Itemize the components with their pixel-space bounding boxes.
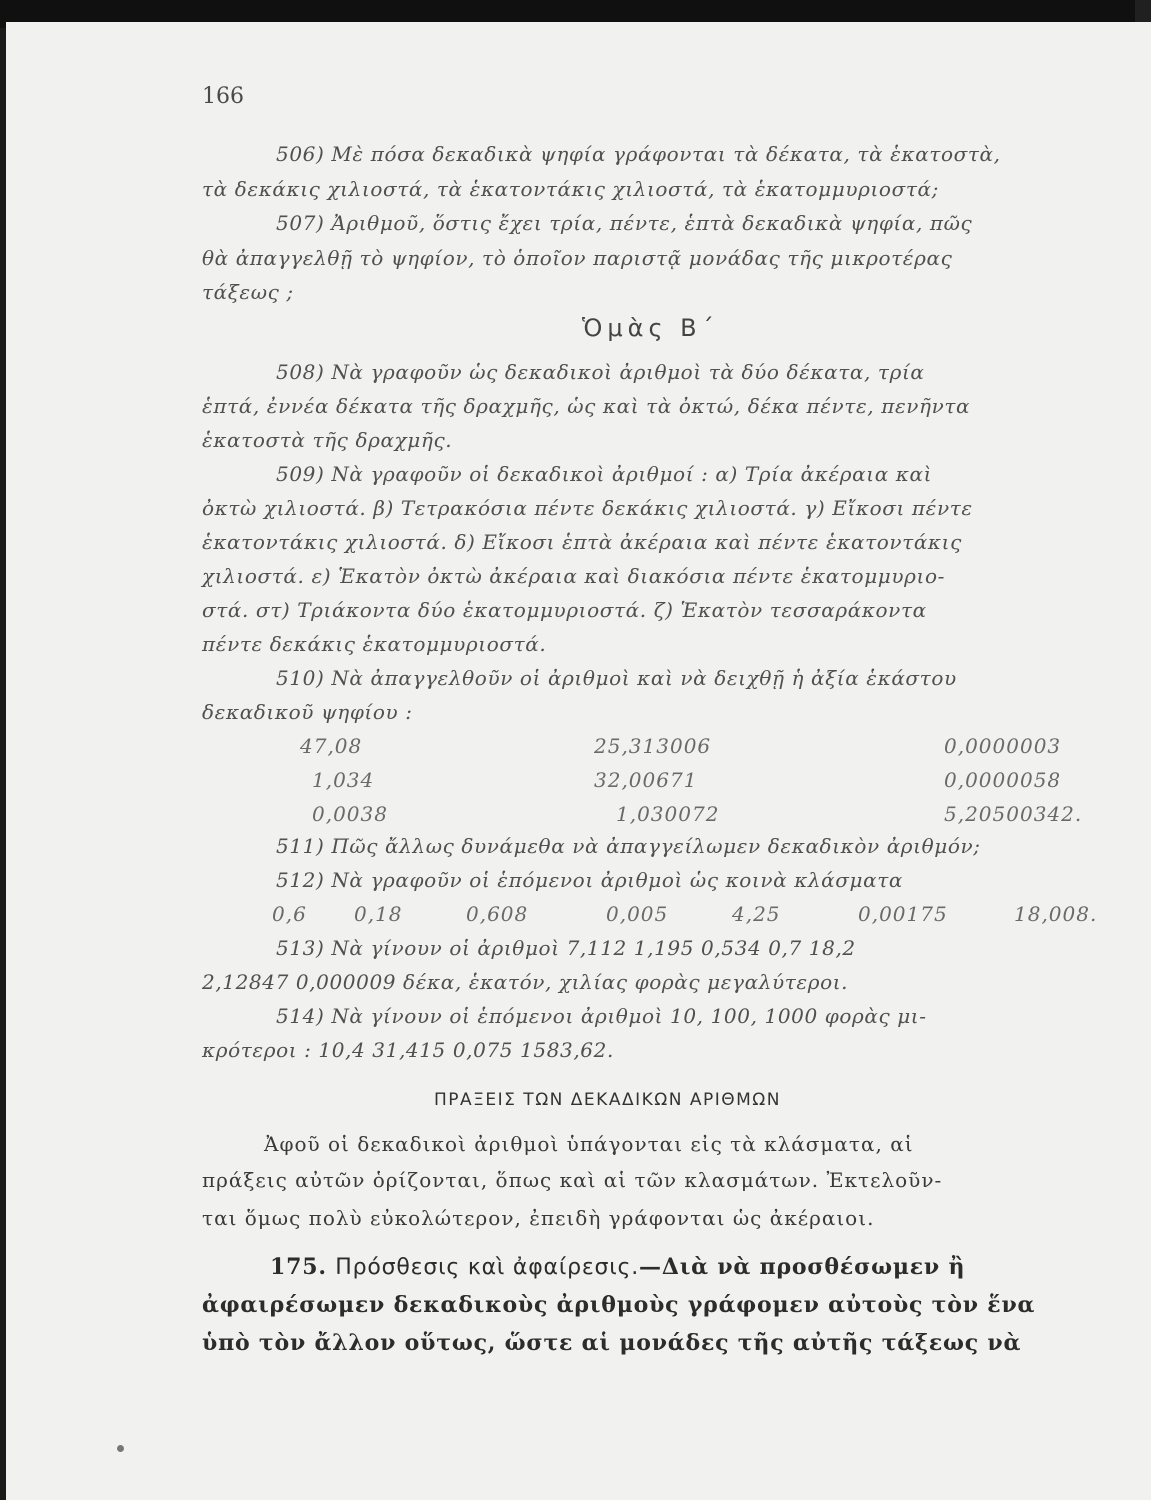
exercise-509-line-5: στά. στ) Τριάκοντα δύο ἑκατομμυριοστά. ζ) Ἑκατὸν τεσσαράκοντα <box>202 598 927 622</box>
number-cell: 0,00175 <box>858 902 948 926</box>
exercise-509-line-2: ὀκτὼ χιλιοστά. β) Τετρακόσια πέντε δεκάκις χιλιοστά. γ) Εἴκοσι πέντε <box>202 496 973 520</box>
exercise-509-line-4: χιλιοστά. ε) Ἑκατὸν ὀκτὼ ἀκέραια καὶ διακόσια πέντε ἑκατομμυριο- <box>202 564 945 588</box>
section-intro-line-2: πράξεις αὐτῶν ὁρίζονται, ὅπως καὶ αἱ τῶν κλασμάτων. Ἐκτελοῦν- <box>202 1168 943 1192</box>
paragraph-175-heading <box>270 1254 965 1280</box>
exercise-510-line-2: δεκαδικοῦ ψηφίου : <box>202 700 413 724</box>
exercise-508-line-2: ἑπτά, ἐννέα δέκατα τῆς δραχμῆς, ὡς καὶ τὰ ὀκτώ, δέκα πέντε, πενῆντα <box>202 394 971 418</box>
number-cell: 25,313006 <box>594 734 712 758</box>
number-cell: 32,00671 <box>594 768 698 792</box>
number-cell: 0,608 <box>466 902 529 926</box>
paragraph-number: 175. <box>270 1254 327 1280</box>
page-number: 166 <box>202 84 244 109</box>
exercise-511: 511) Πῶς ἄλλως δυνάμεθα νὰ ἀπαγγείλωμεν δεκαδικὸν ἀριθμόν; <box>276 834 981 858</box>
number-cell: 18,008. <box>1014 902 1098 926</box>
section-intro-line-1: Ἀφοῦ οἱ δεκαδικοὶ ἀριθμοὶ ὑπάγονται εἰς τὰ κλάσματα, αἱ <box>264 1132 914 1156</box>
exercise-509-line-1: 509) Νὰ γραφοῦν οἱ δεκαδικοὶ ἀριθμοί : α) Τρία ἀκέραια καὶ <box>276 462 933 486</box>
exercise-514-line-2: κρότεροι : 10,4 31,415 0,075 1583,62. <box>202 1038 614 1062</box>
number-cell: 47,08 <box>300 734 363 758</box>
number-cell: 1,034 <box>312 768 375 792</box>
paragraph-title: Πρόσθεσις καὶ ἀφαίρεσις. <box>335 1255 640 1280</box>
group-b-heading: Ὁμὰς Β΄ <box>582 314 719 342</box>
exercise-506-line-2: τὰ δεκάκις χιλιοστά, τὰ ἑκατοντάκις χιλιοστά, τὰ ἑκατομμυριοστά; <box>202 177 939 201</box>
paragraph-175-line-3: ὑπὸ τὸν ἄλλον οὕτως, ὥστε αἱ μονάδες τῆς αὐτῆς τάξεως νὰ <box>202 1330 1022 1356</box>
number-cell: 0,005 <box>606 902 669 926</box>
section-intro-line-3: ται ὅμως πολὺ εὐκολώτερον, ἐπειδὴ γράφονται ὡς ἀκέραιοι. <box>202 1206 875 1230</box>
number-cell: 0,6 <box>272 902 307 926</box>
number-cell: 5,20500342. <box>944 802 1083 826</box>
exercise-508-line-3: ἑκατοστὰ τῆς δραχμῆς. <box>202 428 453 452</box>
number-cell: 0,0000058 <box>944 768 1062 792</box>
number-cell: 0,0038 <box>312 802 388 826</box>
exercise-507-line-1: 507) Ἀριθμοῦ, ὅστις ἔχει τρία, πέντε, ἑπτὰ δεκαδικὰ ψηφία, πῶς <box>276 211 973 235</box>
number-cell: 0,0000003 <box>944 734 1062 758</box>
exercise-513-line-1: 513) Νὰ γίνουν οἱ ἀριθμοὶ 7,112 1,195 0,534 0,7 18,2 <box>276 936 856 960</box>
paragraph-175-line-2: ἀφαιρέσωμεν δεκαδικοὺς ἀριθμοὺς γράφομεν αὐτοὺς τὸν ἕνα <box>202 1292 1036 1318</box>
number-cell: 1,030072 <box>616 802 720 826</box>
exercise-513-line-2: 2,12847 0,000009 δέκα, ἑκατόν, χιλίας φορὰς μεγαλύτεροι. <box>202 970 849 994</box>
section-title: ΠΡΑΞΕΙΣ ΤΩΝ ΔΕΚΑΔΙΚΩΝ ΑΡΙΘΜΩΝ <box>434 1090 782 1110</box>
number-cell: 0,18 <box>354 902 403 926</box>
exercise-509-line-3: ἑκατοντάκις χιλιοστά. δ) Εἴκοσι ἑπτὰ ἀκέραια καὶ πέντε ἑκατοντάκις <box>202 530 962 554</box>
exercise-509-line-6: πέντε δεκάκις ἑκατομμυριοστά. <box>202 632 547 656</box>
exercise-510-line-1: 510) Νὰ ἀπαγγελθοῦν οἱ ἀριθμοὶ καὶ νὰ δειχθῇ ἡ ἀξία ἑκάστου <box>276 666 957 690</box>
exercise-507-line-2: θὰ ἀπαγγελθῇ τὸ ψηφίον, τὸ ὁποῖον παριστᾷ μονάδας τῆς μικροτέρας <box>202 246 953 270</box>
exercise-512: 512) Νὰ γραφοῦν οἱ ἑπόμενοι ἀριθμοὶ ὡς κοινὰ κλάσματα <box>276 868 904 892</box>
number-cell: 4,25 <box>732 902 781 926</box>
exercise-507-line-3: τάξεως ; <box>202 280 294 304</box>
ink-spot <box>117 1445 124 1452</box>
exercise-506-line-1: 506) Μὲ πόσα δεκαδικὰ ψηφία γράφονται τὰ δέκατα, τὰ ἑκατοστὰ, <box>276 142 1001 166</box>
exercise-514-line-1: 514) Νὰ γίνουν οἱ ἑπόμενοι ἀριθμοὶ 10, 100, 1000 φορὰς μι- <box>276 1004 927 1028</box>
exercise-508-line-1: 508) Νὰ γραφοῦν ὡς δεκαδικοὶ ἀριθμοὶ τὰ δύο δέκατα, τρία <box>276 360 925 384</box>
book-page <box>6 22 1151 1500</box>
paragraph-175-line-1: —Διὰ νὰ προσθέσωμεν ἢ <box>639 1254 966 1280</box>
